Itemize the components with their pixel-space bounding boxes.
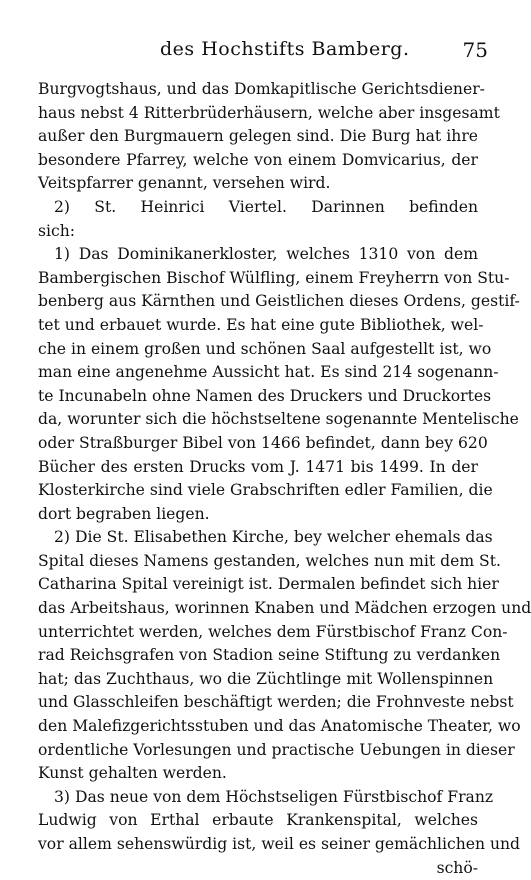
text-line: unterrichtet werden, welches dem Fürstbischof Franz Con- [38,622,508,641]
text-line: Klosterkirche sind viele Grabschriften edler Familien, die [38,481,493,500]
page-header [40,38,488,68]
section-heading-line: 2) St. Heinrici Viertel. Darinnen befinden [54,197,478,216]
text-line: benberg aus Kärnthen und Geistlichen dieses Ordens, gestif- [38,292,520,311]
text-line: da, worunter sich die höchstseltene sogenannte Mentelische [38,410,519,429]
text-line: te Incunabeln ohne Namen des Druckers und Druckortes [38,386,492,405]
text-line: Bücher des ersten Drucks vom J. 1471 bis 1499. In der [38,457,478,476]
text-line: den Malefizgerichtsstuben und das Anatomische Theater, wo [38,717,521,736]
text-line: Veitspfarrer genannt, versehen wird. [38,174,331,193]
text-line: 3) Das neue von dem Höchstseligen Fürstbischof Franz [54,787,494,806]
text-line: besondere Pfarrey, welche von einem Domvicarius, der [38,150,478,169]
text-line: Burgvogtshaus, und das Domkapitlische Gerichtsdiener- [38,80,485,98]
page-body [38,78,531,880]
text-line: Spital dieses Namens gestanden, welches nun mit dem St. [38,551,501,570]
text-line: und Glasschleifen beschäftigt werden; die Frohnveste nebst [38,693,514,712]
text-line: che in einem großen und schönen Saal aufgestellt ist, wo [38,339,492,358]
text-line: hat; das Zuchthaus, wo die Züchtlinge mit Wollenspinnen [38,669,494,688]
page-number: 75 [462,38,488,62]
catchword: schö- [436,858,478,877]
text-line: 2) Die St. Elisabethen Kirche, bey welcher ehemals das [54,528,493,547]
text-line: man eine angenehme Aussicht hat. Es sind 214 sogenann- [38,363,499,382]
text-line: ordentliche Vorlesungen und practische Uebungen in dieser [38,740,515,759]
text-line: dort begraben liegen. [38,504,210,523]
text-line: Ludwig von Erthal erbaute Krankenspital, welches [38,811,478,830]
running-title: des Hochstifts Bamberg. [160,38,410,60]
text-line: haus nebst 4 Ritterbrüderhäusern, welche aber insgesamt [38,103,500,122]
text-line: Catharina Spital vereinigt ist. Dermalen befindet sich hier [38,575,499,594]
text-line: außer den Burgmauern gelegen sind. Die Burg hat ihre [38,127,478,146]
text-line: tet und erbauet wurde. Es hat eine gute Bibliothek, wel- [38,315,484,334]
text-line: 1) Das Dominikanerkloster, welches 1310 von dem [54,245,478,264]
text-line: rad Reichsgrafen von Stadion seine Stiftung zu verdanken [38,646,501,665]
text-line: sich: [38,221,76,240]
text-line: vor allem sehenswürdig ist, weil es seiner gemächlichen und [38,835,521,853]
text-line: Bambergischen Bischof Wülfling, einem Freyherrn von Stu- [38,268,510,287]
text-line: Kunst gehalten werden. [38,764,227,783]
text-line: oder Straßburger Bibel von 1466 befindet, dann bey 620 [38,433,488,452]
text-line: das Arbeitshaus, worinnen Knaben und Mädchen erzogen und [38,599,531,618]
